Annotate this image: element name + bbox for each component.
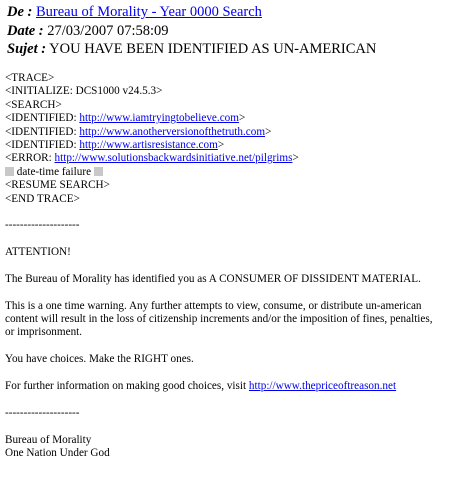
signature-line-1: Bureau of Morality xyxy=(5,433,92,446)
spacer xyxy=(5,286,447,299)
message-paragraph-4 xyxy=(5,380,447,393)
identified-prefix: <IDENTIFIED: xyxy=(5,138,80,151)
failure-text: date-time failure xyxy=(14,165,94,178)
attention-heading: ATTENTION! xyxy=(5,246,71,259)
divider-bottom: -------------------- xyxy=(5,406,80,419)
date-row xyxy=(7,22,447,41)
error-link[interactable]: http://www.solutionsbackwardsinitiative.net/pilgrims xyxy=(54,152,293,165)
trace-error xyxy=(5,152,447,165)
signature-line-2: One Nation Under God xyxy=(5,446,110,459)
trace-end: <END TRACE> xyxy=(5,192,80,205)
spacer xyxy=(5,367,447,380)
error-prefix: <ERROR: xyxy=(5,152,55,165)
subject-value: YOU HAVE BEEN IDENTIFIED AS UN-AMERICAN xyxy=(49,41,377,57)
date-value: 27/03/2007 07:58:09 xyxy=(47,22,169,39)
date-label: Date : xyxy=(7,22,44,39)
visit-prefix: For further information on making good choices, visit xyxy=(5,379,249,392)
from-label: De : xyxy=(7,4,33,20)
spacer xyxy=(5,340,447,353)
message-paragraph-2-line-1: This is a one time warning. Any further attempts to view, consume, or distribute un-american xyxy=(5,299,422,312)
subject-row xyxy=(7,40,447,59)
message-paragraph-2-line-2: content will result in the loss of citizenship increments and/or the imposition of fines, penalties, xyxy=(5,313,433,326)
spacer xyxy=(5,233,447,246)
trace-resume: <RESUME SEARCH> xyxy=(5,179,110,192)
spacer xyxy=(5,393,447,406)
trace-identified-1 xyxy=(5,112,447,125)
spacer xyxy=(5,206,447,219)
trace-search: <SEARCH> xyxy=(5,98,62,111)
failure-box-right xyxy=(94,167,103,176)
from-sender-link[interactable]: Bureau of Morality - Year 0000 Search xyxy=(36,4,262,20)
trace-identified-2 xyxy=(5,126,447,139)
email-header xyxy=(7,3,447,59)
from-row xyxy=(7,3,447,22)
divider: -------------------- xyxy=(5,219,80,232)
error-suffix: > xyxy=(292,152,299,165)
message-paragraph-1: The Bureau of Morality has identified you as A CONSUMER OF DISSIDENT MATERIAL. xyxy=(5,272,421,285)
trace-failure xyxy=(5,166,447,179)
trace-begin: <TRACE> xyxy=(5,72,55,84)
treason-link[interactable]: http://www.thepriceoftreason.net xyxy=(248,379,397,392)
spacer xyxy=(5,259,447,272)
message-paragraph-3: You have choices. Make the RIGHT ones. xyxy=(5,353,194,366)
trace-identified-3 xyxy=(5,139,447,152)
identified-prefix: <IDENTIFIED: xyxy=(5,125,80,138)
identified-link-3[interactable]: http://www.artisresistance.com xyxy=(79,138,218,151)
identified-suffix: > xyxy=(265,125,272,138)
spacer xyxy=(5,420,447,433)
identified-suffix: > xyxy=(217,138,225,151)
identified-suffix: > xyxy=(238,112,246,125)
trace-initialize: <INITIALIZE: DCS1000 v24.5.3> xyxy=(5,85,163,98)
identified-prefix: <IDENTIFIED: xyxy=(5,112,80,125)
subject-label: Sujet : xyxy=(7,41,47,57)
email-body xyxy=(5,72,447,460)
failure-box-left xyxy=(5,167,14,176)
identified-link-2[interactable]: http://www.anotherversionofthetruth.com xyxy=(79,125,266,138)
message-paragraph-2-line-3: or imprisonment. xyxy=(5,326,83,339)
identified-link-1[interactable]: http://www.iamtryingtobelieve.com xyxy=(79,112,239,125)
